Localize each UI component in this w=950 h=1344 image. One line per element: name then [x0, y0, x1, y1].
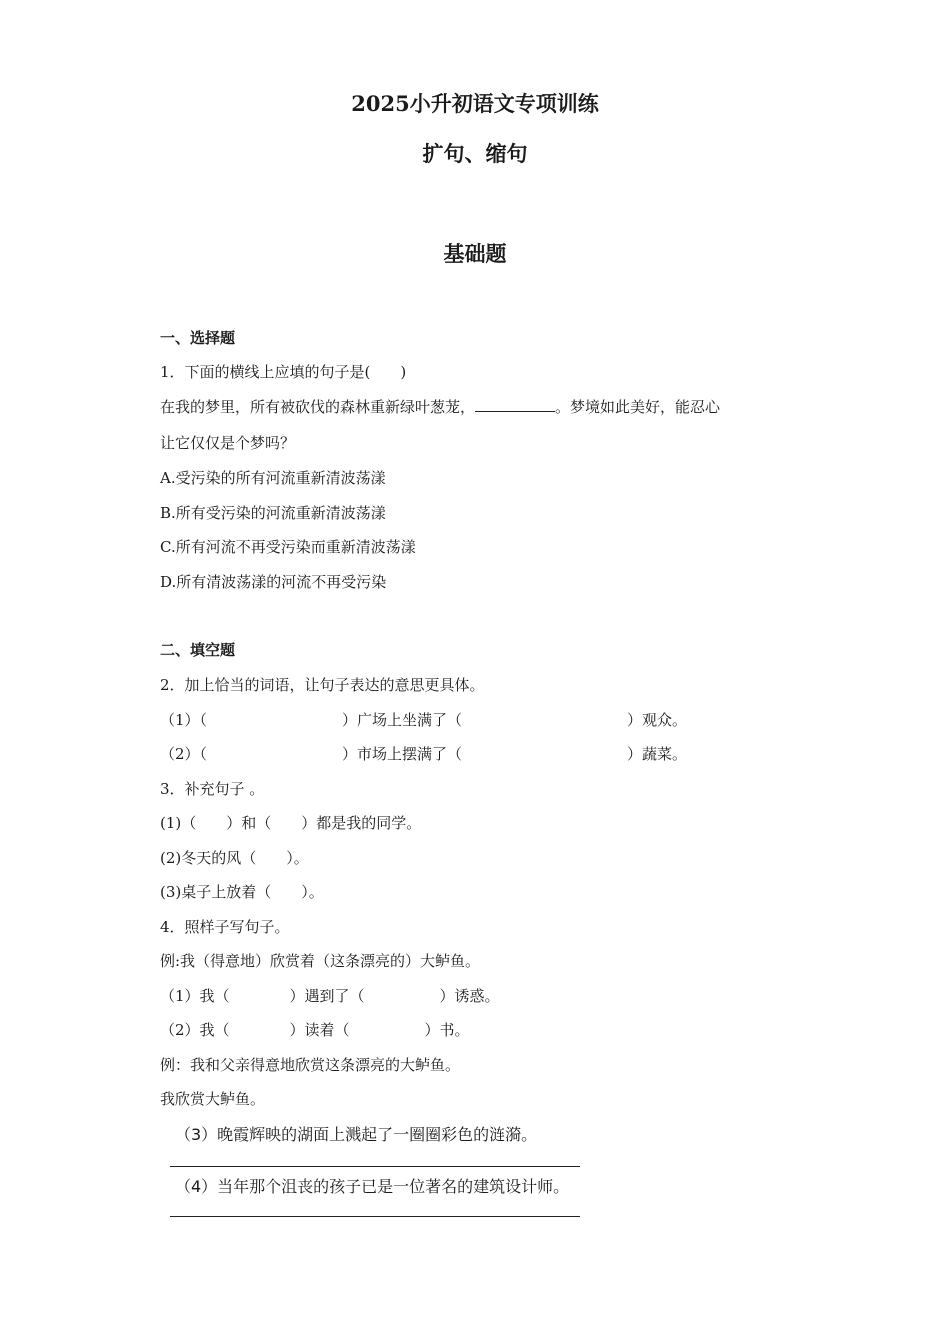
answer-line-4[interactable]	[170, 1216, 580, 1217]
question-2-stem: 2．加上恰当的词语，让句子表达的意思更具体。	[160, 676, 485, 694]
question-4-item-1: （1）我（ ）遇到了（ ）诱惑。	[160, 987, 500, 1005]
question-4-stem: 4．照样子写句子。	[160, 918, 290, 936]
question-3-item-1: (1)（ ）和（ ）都是我的同学。	[160, 814, 422, 832]
passage-text-before: 在我的梦里，所有被砍伐的森林重新绿叶葱茏，	[160, 398, 476, 416]
question-3-stem: 3．补充句子 。	[160, 780, 265, 798]
option-d: D.所有清波荡漾的河流不再受污染	[160, 573, 387, 591]
page-subtitle: 扩句、缩句	[422, 141, 528, 166]
page-title: 2025小升初语文专项训练	[351, 91, 599, 116]
question-1-stem: 1．下面的横线上应填的句子是( )	[160, 363, 407, 381]
question-4-item-4: （4）当年那个沮丧的孩子已是一位著名的建筑设计师。	[175, 1177, 570, 1196]
section-heading: 基础题	[443, 241, 507, 266]
question-3-item-2: (2)冬天的风（ ）。	[160, 849, 309, 867]
question-4-item-2: （2）我（ ）读着（ ）书。	[160, 1021, 470, 1039]
question-2-item-2: （2）（ ）市场上摆满了（ ）蔬菜。	[160, 745, 688, 763]
question-4-item-3: （3）晚霞辉映的湖面上溅起了一圈圈彩色的涟漪。	[175, 1125, 538, 1144]
question-4-example-1: 例:我（得意地）欣赏着（这条漂亮的）大鲈鱼。	[160, 952, 481, 970]
question-1-passage-line2: 让它仅仅是个梦吗？	[160, 434, 296, 452]
question-4-example-2: 例：我和父亲得意地欣赏这条漂亮的大鲈鱼。	[160, 1056, 461, 1074]
question-4-example-2-answer: 我欣赏大鲈鱼。	[160, 1090, 266, 1108]
answer-blank[interactable]	[475, 397, 555, 412]
passage-text-after: 。梦境如此美好，能忍心	[555, 398, 721, 416]
option-b: B.所有受污染的河流重新清波荡漾	[160, 504, 386, 522]
option-c: C.所有河流不再受污染而重新清波荡漾	[160, 538, 416, 556]
question-3-item-3: (3)桌子上放着（ ）。	[160, 883, 324, 901]
question-1-passage	[160, 397, 720, 417]
option-a: A.受污染的所有河流重新清波荡漾	[160, 469, 386, 487]
answer-line-3[interactable]	[170, 1166, 580, 1167]
question-2-item-1: （1）（ ）广场上坐满了（ ）观众。	[160, 711, 688, 729]
section-1-label: 一、选择题	[160, 329, 236, 347]
section-2-label: 二、填空题	[160, 641, 236, 659]
